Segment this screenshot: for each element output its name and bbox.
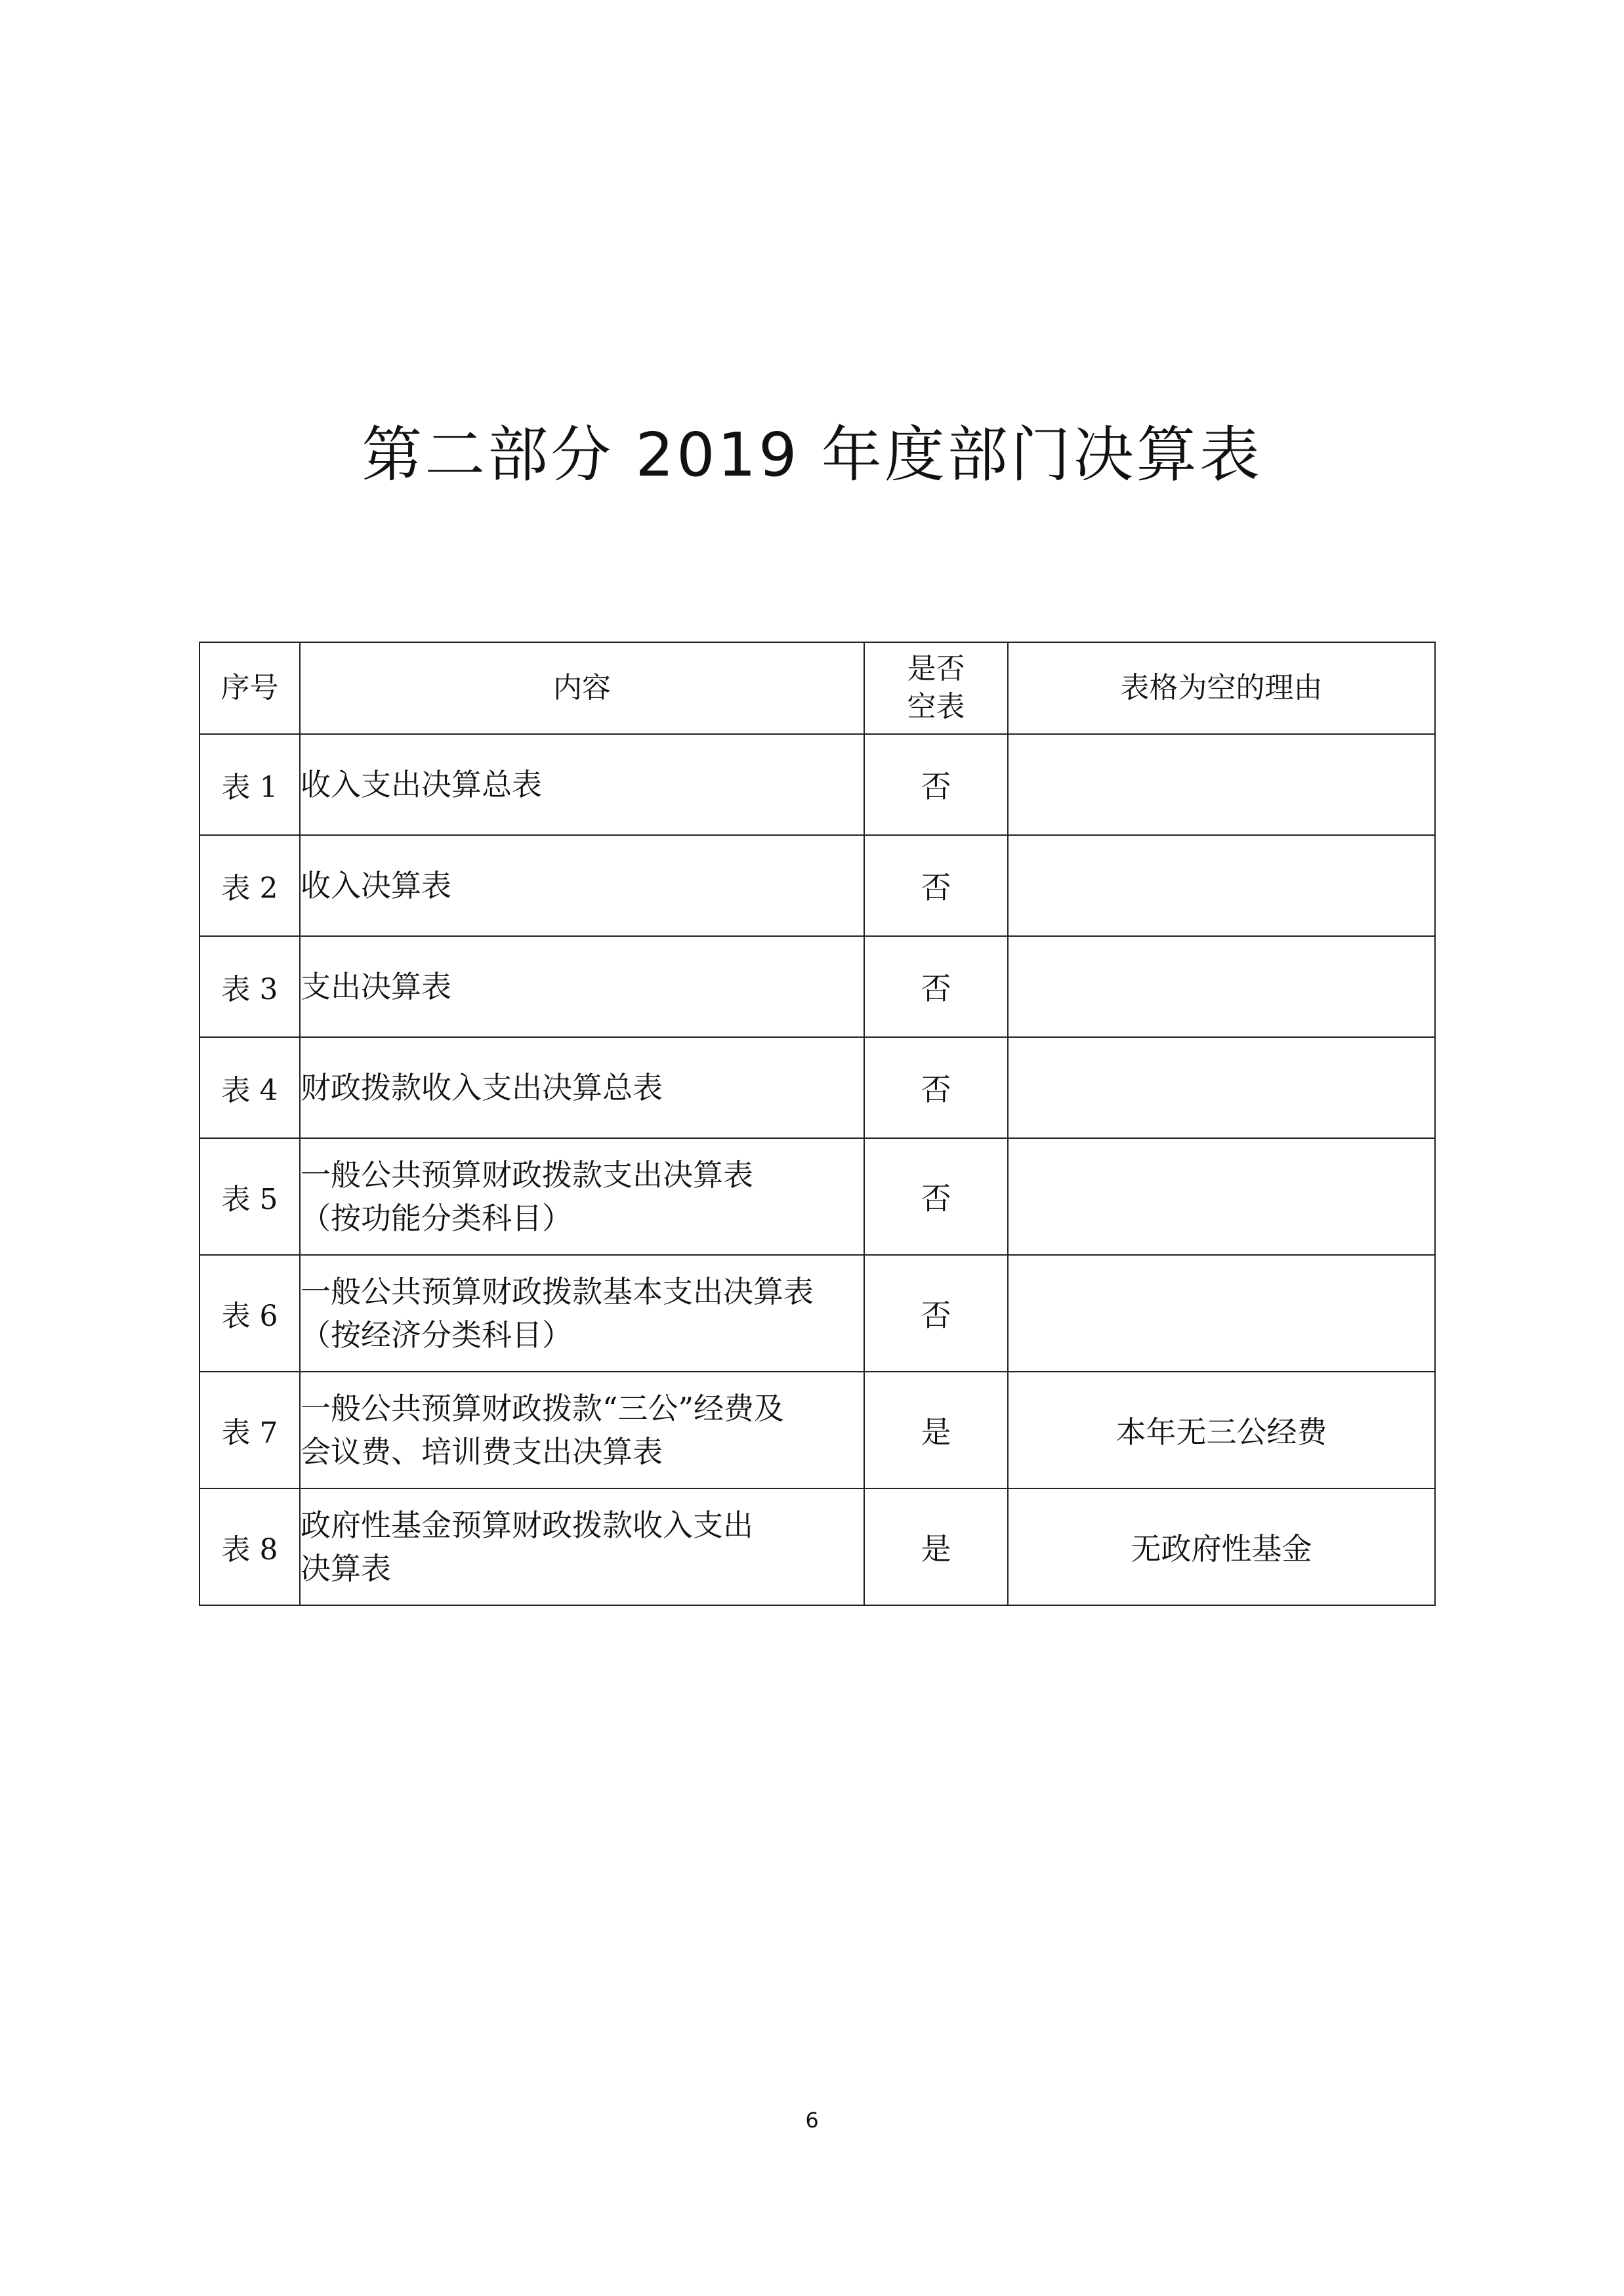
table-row [199,835,1435,936]
table-header-row [199,642,1435,734]
row-content-line: 一般公共预算财政拨款基本支出决算表 [301,1274,814,1309]
row-seq: 表 1 [199,734,300,835]
header-reason: 表格为空的理由 [1008,642,1435,734]
table-row [199,936,1435,1037]
row-is-empty: 是 [864,1372,1008,1488]
table-row [199,734,1435,835]
row-content [300,936,864,1037]
row-is-empty: 否 [864,936,1008,1037]
row-reason [1008,734,1435,835]
row-content [300,1372,864,1488]
row-content [300,1255,864,1372]
row-content [300,734,864,835]
header-seq: 序号 [199,642,300,734]
row-content [300,835,864,936]
row-content-line: （按功能分类科目） [301,1200,572,1236]
report-index-table [199,642,1436,1606]
row-seq: 表 4 [199,1037,300,1138]
row-content-line: 一般公共预算财政拨款支出决算表 [301,1157,753,1193]
row-content [300,1138,864,1255]
row-is-empty: 是 [864,1488,1008,1605]
row-is-empty: 否 [864,835,1008,936]
table-row [199,1372,1435,1488]
row-content-line: 决算表 [301,1551,391,1586]
row-reason [1008,1255,1435,1372]
row-seq: 表 6 [199,1255,300,1372]
row-reason [1008,936,1435,1037]
row-content-line: 会议费、培训费支出决算表 [301,1434,663,1469]
row-reason: 无政府性基金 [1008,1488,1435,1605]
row-is-empty: 否 [864,734,1008,835]
page-number: 6 [805,2108,819,2133]
row-content-line: 收入支出决算总表 [301,767,542,802]
row-content-line: 财政拨款收入支出决算总表 [301,1070,663,1105]
table-row [199,1255,1435,1372]
row-seq: 表 7 [199,1372,300,1488]
row-content [300,1488,864,1605]
table-row [199,1037,1435,1138]
row-is-empty: 否 [864,1037,1008,1138]
row-reason: 本年无三公经费 [1008,1372,1435,1488]
header-is-empty-line1: 是否 [907,652,965,686]
header-content: 内容 [300,642,864,734]
row-content [300,1037,864,1138]
row-reason [1008,835,1435,936]
row-seq: 表 2 [199,835,300,936]
table-body [199,734,1435,1605]
row-is-empty: 否 [864,1138,1008,1255]
row-reason [1008,1037,1435,1138]
row-content-line: 一般公共预算财政拨款“三公”经费及 [301,1391,785,1426]
page-title: 第二部分 2019 年度部门决算表 [362,420,1262,490]
table-row [199,1138,1435,1255]
header-is-empty-line2: 空表 [907,690,965,724]
table-row [199,1488,1435,1605]
row-content-line: （按经济分类科目） [301,1317,572,1353]
row-content-line: 政府性基金预算财政拨款收入支出 [301,1507,753,1543]
row-content-line: 支出决算表 [301,969,451,1004]
header-is-empty [864,642,1008,734]
row-content-line: 收入决算表 [301,868,451,903]
row-seq: 表 8 [199,1488,300,1605]
row-seq: 表 3 [199,936,300,1037]
row-seq: 表 5 [199,1138,300,1255]
row-is-empty: 否 [864,1255,1008,1372]
row-reason [1008,1138,1435,1255]
